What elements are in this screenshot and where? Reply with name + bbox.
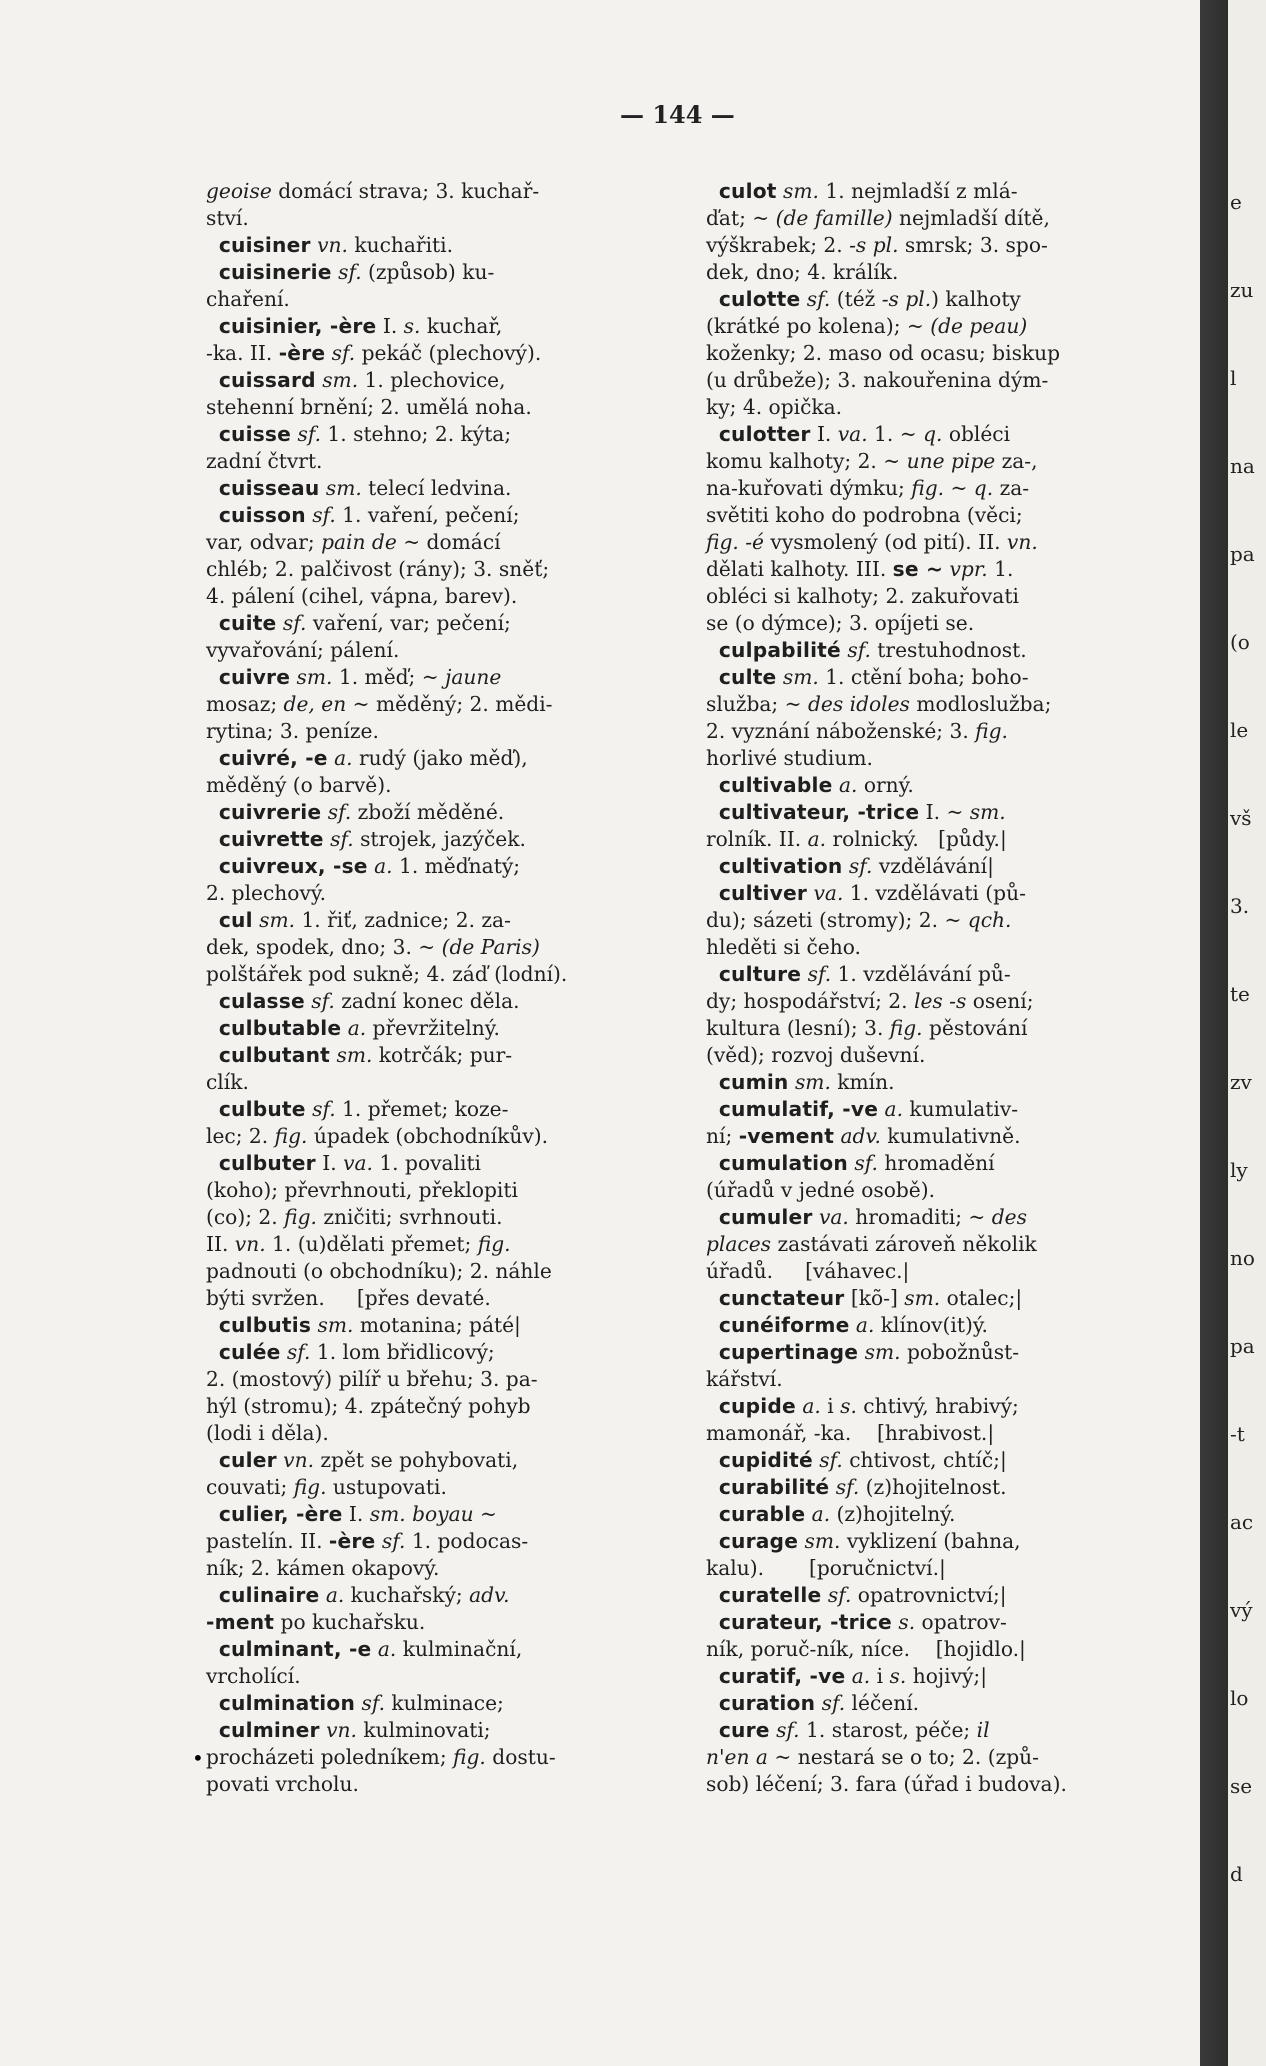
dictionary-line: cuisinerie sf. (způsob) ku- bbox=[218, 260, 495, 284]
dictionary-line: cultivable a. orný. bbox=[718, 773, 914, 797]
dictionary-line: cuite sf. vaření, var; pečení; bbox=[218, 611, 511, 635]
neighbor-fragment: l bbox=[1230, 366, 1237, 390]
dictionary-line: culer vn. zpět se pohybovati, bbox=[218, 1448, 519, 1472]
dictionary-line: cuisseau sm. telecí ledvina. bbox=[218, 476, 512, 500]
dictionary-line: cuivrette sf. strojek, jazýček. bbox=[218, 827, 526, 851]
dictionary-line: curabilité sf. (z)hojitelnost. bbox=[718, 1475, 1007, 1499]
dictionary-line: curatelle sf. opatrovnictví;| bbox=[718, 1583, 1007, 1607]
dictionary-line: koženky; 2. maso od ocasu; biskup bbox=[706, 341, 1061, 365]
dictionary-line: 2. (mostový) pilíř u břehu; 3. pa- bbox=[206, 1367, 538, 1391]
dictionary-line: n'en a ~ nestará se o to; 2. (způ- bbox=[706, 1745, 1039, 1769]
dictionary-line: ky; 4. opička. bbox=[706, 395, 843, 419]
dictionary-line: padnouti (o obchodníku); 2. náhle bbox=[206, 1259, 552, 1283]
dictionary-line: (lodi i děla). bbox=[206, 1421, 329, 1445]
dictionary-line: cunctateur [kõ-] sm. otalec;| bbox=[718, 1286, 1023, 1310]
dictionary-line: (krátké po kolena); ~ (de peau) bbox=[706, 314, 1028, 338]
neighbor-fragment: (o bbox=[1230, 630, 1250, 654]
dictionary-line: culasse sf. zadní konec děla. bbox=[218, 989, 520, 1013]
dictionary-line: (koho); převrhnouti, překlopiti bbox=[206, 1178, 518, 1202]
dictionary-line: cuivre sm. 1. měď; ~ jaune bbox=[218, 665, 502, 689]
neighbor-fragment: zu bbox=[1230, 278, 1254, 302]
dictionary-line: places zastávati zároveň několik bbox=[706, 1232, 1037, 1256]
dictionary-line: cupertinage sm. pobožnůst- bbox=[718, 1340, 1020, 1364]
dictionary-line: -ka. II. -ère sf. pekáč (plechový). bbox=[206, 341, 542, 365]
dictionary-line: měděný (o barvě). bbox=[206, 773, 392, 797]
dictionary-line: býti svržen. [přes devaté. bbox=[206, 1286, 491, 1310]
neighbor-fragment: se bbox=[1230, 1774, 1253, 1798]
dictionary-line: sob) léčení; 3. fara (úřad i budova). bbox=[706, 1772, 1067, 1796]
dictionary-line: ství. bbox=[206, 206, 249, 230]
dictionary-line: culmination sf. kulminace; bbox=[218, 1691, 504, 1715]
dictionary-line: horlivé studium. bbox=[706, 746, 873, 770]
dictionary-line: dek, spodek, dno; 3. ~ (de Paris) bbox=[206, 935, 540, 959]
dictionary-line: culée sf. 1. lom břidlicový; bbox=[218, 1340, 495, 1364]
page-number: — 144 — bbox=[620, 100, 735, 129]
dictionary-line: cuisson sf. 1. vaření, pečení; bbox=[218, 503, 520, 527]
right-column bbox=[706, 178, 1176, 1798]
dictionary-line: povati vrcholu. bbox=[206, 1772, 359, 1796]
dictionary-line: culbutable a. převržitelný. bbox=[218, 1016, 500, 1040]
dictionary-line: obléci si kalhoty; 2. zakuřovati bbox=[706, 584, 1019, 608]
dictionary-line: du); sázeti (stromy); 2. ~ qch. bbox=[706, 908, 1012, 932]
dictionary-line: polštářek pod sukně; 4. záď (lodní). bbox=[206, 962, 568, 986]
dictionary-line: curation sf. léčení. bbox=[718, 1691, 920, 1715]
dictionary-line: cumulatif, -ve a. kumulativ- bbox=[718, 1097, 1019, 1121]
dictionary-line: cuisiner vn. kuchařiti. bbox=[218, 233, 454, 257]
dictionary-line: culinaire a. kuchařský; adv. bbox=[218, 1583, 510, 1607]
dictionary-line: (úřadů v jedné osobě). bbox=[706, 1178, 936, 1202]
left-column bbox=[206, 178, 676, 1798]
dictionary-line: var, odvar; pain de ~ domácí bbox=[206, 530, 501, 554]
dictionary-line: dělati kalhoty. III. se ~ vpr. 1. bbox=[706, 557, 1014, 581]
dictionary-line: mosaz; de, en ~ měděný; 2. mědi- bbox=[206, 692, 553, 716]
dictionary-line: kultura (lesní); 3. fig. pěstování bbox=[706, 1016, 1028, 1040]
dictionary-line: cultivateur, -trice I. ~ sm. bbox=[718, 800, 1006, 824]
dictionary-line: cuivrerie sf. zboží měděné. bbox=[218, 800, 505, 824]
dictionary-line: (u drůbeže); 3. nakouřenina dým- bbox=[706, 368, 1049, 392]
dictionary-line: chléb; 2. palčivost (rány); 3. sněť; bbox=[206, 557, 550, 581]
dictionary-line: cuisse sf. 1. stehno; 2. kýta; bbox=[218, 422, 512, 446]
dictionary-line: culotte sf. (též -s pl.) kalhoty bbox=[718, 287, 1021, 311]
dictionary-line: kářství. bbox=[706, 1367, 783, 1391]
dictionary-line: culpabilité sf. trestuhodnost. bbox=[718, 638, 1027, 662]
neighbor-fragment: vš bbox=[1230, 806, 1252, 830]
dictionary-line: rolník. II. a. rolnický. [půdy.| bbox=[706, 827, 1007, 851]
dictionary-line: cupide a. i s. chtivý, hrabivý; bbox=[718, 1394, 1019, 1418]
dictionary-line: 4. pálení (cihel, vápna, barev). bbox=[206, 584, 518, 608]
dictionary-line: dy; hospodářství; 2. les -s osení; bbox=[706, 989, 1034, 1013]
dictionary-line: 2. vyznání náboženské; 3. fig. bbox=[706, 719, 1008, 743]
dictionary-line: culte sm. 1. ctění boha; boho- bbox=[718, 665, 1029, 689]
dictionary-line: cunéiforme a. klínov(it)ý. bbox=[718, 1313, 988, 1337]
neighbor-fragment: pa bbox=[1230, 542, 1255, 566]
dictionary-line: fig. -é vysmolený (od pití). II. vn. bbox=[706, 530, 1038, 554]
dictionary-line: culbute sf. 1. přemet; koze- bbox=[218, 1097, 509, 1121]
dictionary-line: dek, dno; 4. králík. bbox=[706, 260, 899, 284]
dictionary-line: cuivreux, -se a. 1. měďnatý; bbox=[218, 854, 521, 878]
dictionary-line: (co); 2. fig. zničiti; svrhnouti. bbox=[206, 1205, 503, 1229]
neighbor-fragment: ly bbox=[1230, 1158, 1248, 1182]
dictionary-line: cupidité sf. chtivost, chtíč;| bbox=[718, 1448, 1007, 1472]
neighbor-fragment: vý bbox=[1230, 1598, 1253, 1622]
neighbor-fragment: 3. bbox=[1230, 894, 1250, 918]
dictionary-line: curable a. (z)hojitelný. bbox=[718, 1502, 956, 1526]
neighbor-fragment: na bbox=[1230, 454, 1255, 478]
dictionary-line: cuisinier, -ère I. s. kuchař, bbox=[218, 314, 503, 338]
dictionary-line: ďat; ~ (de famille) nejmladší dítě, bbox=[706, 206, 1050, 230]
neighbor-fragment: te bbox=[1230, 982, 1250, 1006]
dictionary-line: cuivré, -e a. rudý (jako měď), bbox=[218, 746, 528, 770]
dictionary-line: geoise domácí strava; 3. kuchař- bbox=[206, 179, 540, 203]
dictionary-line: rytina; 3. peníze. bbox=[206, 719, 379, 743]
dictionary-line: hýl (stromu); 4. zpátečný pohyb bbox=[206, 1394, 531, 1418]
dictionary-line: culot sm. 1. nejmladší z mlá- bbox=[718, 179, 1018, 203]
dictionary-line: culotter I. va. 1. ~ q. obléci bbox=[718, 422, 1011, 446]
dictionary-line: cuissard sm. 1. plechovice, bbox=[218, 368, 506, 392]
dictionary-line: mamonář, -ka. [hrabivost.| bbox=[706, 1421, 995, 1445]
margin-marker: • bbox=[192, 1746, 204, 1770]
dictionary-line: 2. plechový. bbox=[206, 881, 327, 905]
dictionary-line: cul sm. 1. řiť, zadnice; 2. za- bbox=[218, 908, 511, 932]
dictionary-line: culminant, -e a. kulminační, bbox=[218, 1637, 523, 1661]
dictionary-line: úřadů. [váhavec.| bbox=[706, 1259, 910, 1283]
neighbor-fragment: zv bbox=[1230, 1070, 1252, 1094]
dictionary-line: procházeti poledníkem; fig. dostu- bbox=[206, 1745, 556, 1769]
dictionary-line: ní; -vement adv. kumulativně. bbox=[706, 1124, 1021, 1148]
dictionary-line: pastelín. II. -ère sf. 1. podocas- bbox=[206, 1529, 529, 1553]
dictionary-line: clík. bbox=[206, 1070, 249, 1094]
neighbor-fragment: lo bbox=[1230, 1686, 1249, 1710]
dictionary-line: vrcholící. bbox=[206, 1664, 301, 1688]
dictionary-line: culier, -ère I. sm. boyau ~ bbox=[218, 1502, 497, 1526]
dictionary-line: výškrabek; 2. -s pl. smrsk; 3. spo- bbox=[706, 233, 1048, 257]
dictionary-line: culbutis sm. motanina; páté| bbox=[218, 1313, 521, 1337]
dictionary-line: služba; ~ des idoles modloslužba; bbox=[706, 692, 1052, 716]
neighbor-fragment: pa bbox=[1230, 1334, 1255, 1358]
dictionary-line: curatif, -ve a. i s. hojivý;| bbox=[718, 1664, 987, 1688]
dictionary-line: -ment po kuchařsku. bbox=[206, 1610, 426, 1634]
dictionary-line: curage sm. vyklizení (bahna, bbox=[718, 1529, 1021, 1553]
dictionary-line: culbuter I. va. 1. povaliti bbox=[218, 1151, 482, 1175]
dictionary-line: couvati; fig. ustupovati. bbox=[206, 1475, 447, 1499]
dictionary-line: komu kalhoty; 2. ~ une pipe za-, bbox=[706, 449, 1038, 473]
dictionary-line: culbutant sm. kotrčák; pur- bbox=[218, 1043, 513, 1067]
dictionary-line: cumulation sf. hromadění bbox=[718, 1151, 995, 1175]
neighbor-fragment: le bbox=[1230, 718, 1249, 742]
dictionary-line: ník; 2. kámen okapový. bbox=[206, 1556, 440, 1580]
dictionary-line: vyvařování; pálení. bbox=[206, 638, 400, 662]
dictionary-line: cumin sm. kmín. bbox=[718, 1070, 895, 1094]
dictionary-line: zadní čtvrt. bbox=[206, 449, 323, 473]
neighbor-fragment: e bbox=[1230, 190, 1242, 214]
dictionary-line: culminer vn. kulminovati; bbox=[218, 1718, 491, 1742]
dictionary-line: curateur, -trice s. opatrov- bbox=[718, 1610, 1007, 1634]
dictionary-line: světiti koho do podrobna (věci; bbox=[706, 503, 1023, 527]
dictionary-line: culture sf. 1. vzdělávání pů- bbox=[718, 962, 1011, 986]
dictionary-line: cumuler va. hromaditi; ~ des bbox=[718, 1205, 1027, 1229]
dictionary-line: II. vn. 1. (u)dělati přemet; fig. bbox=[206, 1232, 511, 1256]
dictionary-line: lec; 2. fig. úpadek (obchodníkův). bbox=[206, 1124, 549, 1148]
dictionary-line: cultivation sf. vzdělávání| bbox=[718, 854, 994, 878]
dictionary-line: stehenní brnění; 2. umělá noha. bbox=[206, 395, 532, 419]
neighbor-fragment: no bbox=[1230, 1246, 1255, 1270]
dictionary-line: chaření. bbox=[206, 287, 290, 311]
dictionary-line: cultiver va. 1. vzdělávati (pů- bbox=[718, 881, 1026, 905]
neighbor-fragment: d bbox=[1230, 1862, 1243, 1886]
neighbor-page-strip bbox=[1228, 0, 1266, 2066]
dictionary-line: cure sf. 1. starost, péče; il bbox=[718, 1718, 990, 1742]
dictionary-line: hleděti si čeho. bbox=[706, 935, 861, 959]
dictionary-line: kalu). [poručnictví.| bbox=[706, 1556, 946, 1580]
dictionary-line: (věd); rozvoj duševní. bbox=[706, 1043, 926, 1067]
dictionary-line: ník, poruč-ník, níce. [hojidlo.| bbox=[706, 1637, 1026, 1661]
dictionary-line: na-kuřovati dýmku; fig. ~ q. za- bbox=[706, 476, 1030, 500]
neighbor-fragment: -t bbox=[1230, 1422, 1245, 1446]
dictionary-line: se (o dýmce); 3. opíjeti se. bbox=[706, 611, 975, 635]
neighbor-fragment: ac bbox=[1230, 1510, 1254, 1534]
